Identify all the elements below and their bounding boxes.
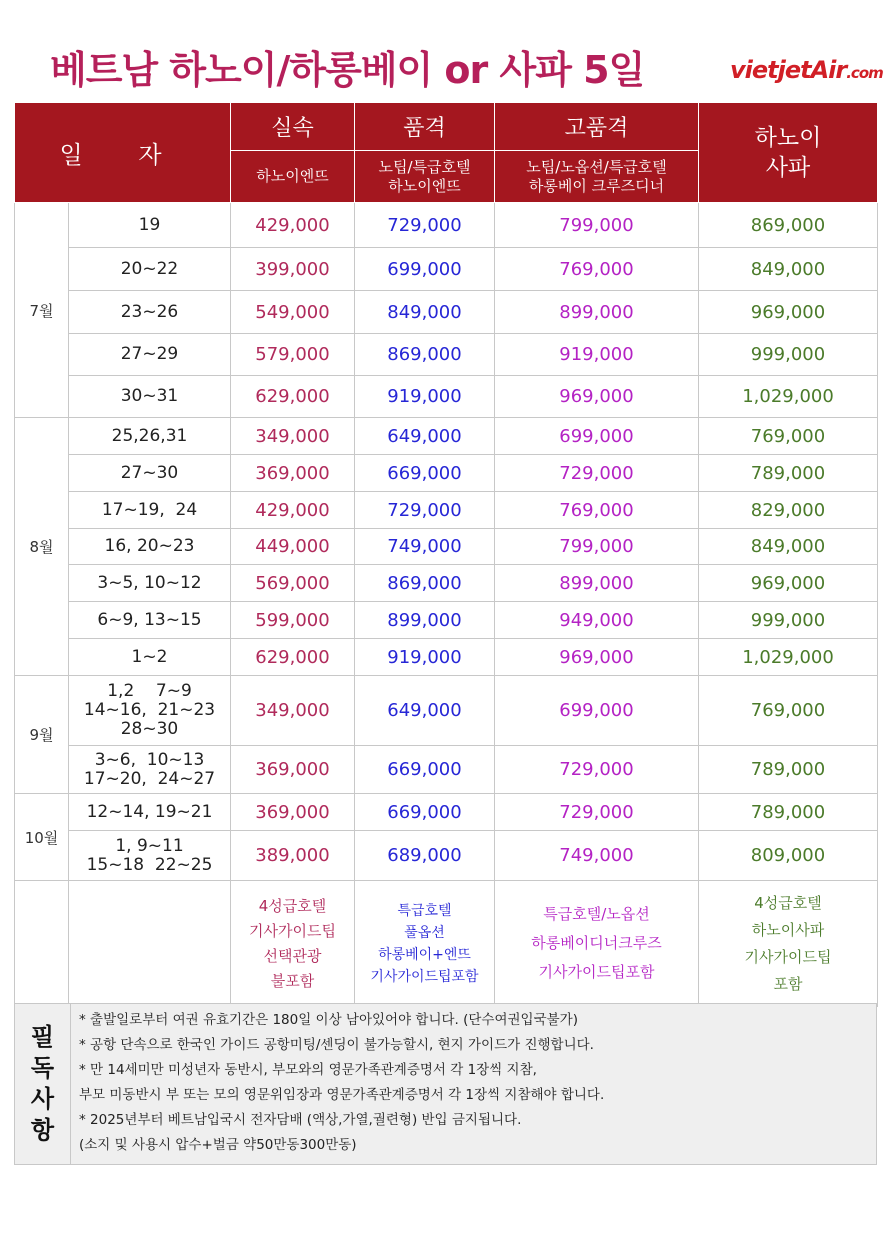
price-cell-2: 669,000 [355,455,495,492]
date-line: 3~6, 10~13 [94,749,205,770]
month-label: 7월 [15,203,69,418]
price-cell-1: 429,000 [231,492,355,529]
price-cell-3: 769,000 [495,492,699,529]
must-read-box [14,1003,877,1165]
header-c1-sub: 하노이엔뜨 [231,151,355,203]
price-cell-3: 899,000 [495,291,699,334]
table-row [15,455,878,492]
table-row [15,418,878,455]
price-table [14,102,878,1007]
date-cell [69,334,231,376]
date-cell [69,248,231,291]
date-cell [69,639,231,676]
inclusion-line: 풀옵션 [404,924,445,941]
inclusion-line: 기사가이드팁포함 [538,963,655,981]
date-line: 25,26,31 [111,425,188,446]
must-read-line: * 만 14세미만 미성년자 동반시, 부모와의 영문가족관계증명서 각 1장씩 지참, [79,1062,537,1078]
date-line: 14~16, 21~23 [83,700,216,720]
date-line: 16, 20~23 [104,536,195,556]
price-cell-3: 699,000 [495,676,699,746]
inclusion-line: 불포함 [270,971,315,990]
price-cell-1: 599,000 [231,602,355,639]
price-cell-2: 689,000 [355,831,495,881]
price-cell-2: 919,000 [355,376,495,418]
header-day: 일 자 [15,103,231,203]
date-cell [69,376,231,418]
price-cell-4: 769,000 [699,418,878,455]
price-cell-4: 829,000 [699,492,878,529]
date-cell [69,794,231,831]
price-cell-3: 919,000 [495,334,699,376]
inclusion-line: 특급호텔 [397,902,452,919]
price-cell-1: 389,000 [231,831,355,881]
table-row [15,248,878,291]
price-cell-1: 449,000 [231,529,355,565]
table-row [15,492,878,529]
month-label: 10월 [15,794,69,881]
header-c4-line2: 사파 [765,154,811,181]
price-cell-3: 729,000 [495,794,699,831]
price-cell-4: 849,000 [699,248,878,291]
date-line: 12~14, 19~21 [86,801,213,822]
inclusion-cell-4 [699,881,878,1007]
date-cell [69,418,231,455]
table-row [15,203,878,248]
price-cell-1: 579,000 [231,334,355,376]
price-cell-2: 669,000 [355,746,495,794]
table-row [15,529,878,565]
price-cell-4: 809,000 [699,831,878,881]
date-line: 30~31 [120,386,179,406]
date-cell [69,529,231,565]
logo-main: vietjetAir [730,56,847,84]
table-row [15,376,878,418]
date-line: 15~18 22~25 [86,854,213,875]
price-cell-2: 729,000 [355,492,495,529]
price-table-body [15,203,878,1007]
date-line: 17~20, 24~27 [83,768,216,789]
date-line: 27~29 [120,344,179,364]
price-cell-4: 999,000 [699,334,878,376]
header-c2-sub [355,151,495,203]
inclusion-line: 특급호텔/노옵션 [543,905,650,923]
vietjet-logo [730,50,883,93]
date-cell [69,746,231,794]
price-cell-1: 349,000 [231,676,355,746]
header-c3-top: 고품격 [495,103,699,151]
table-row [15,565,878,602]
price-cell-3: 799,000 [495,529,699,565]
price-cell-3: 699,000 [495,418,699,455]
must-read-lines [79,1008,869,1158]
empty-cell [15,881,69,1007]
date-line: 1, 9~11 [115,835,184,856]
price-cell-1: 569,000 [231,565,355,602]
price-cell-1: 429,000 [231,203,355,248]
price-cell-2: 669,000 [355,794,495,831]
inclusion-line: 하롱베이디너크루즈 [531,934,662,952]
price-cell-1: 549,000 [231,291,355,334]
date-cell [69,203,231,248]
price-cell-2: 649,000 [355,676,495,746]
price-cell-4: 999,000 [699,602,878,639]
date-cell [69,565,231,602]
price-cell-2: 699,000 [355,248,495,291]
table-row [15,794,878,831]
price-cell-4: 789,000 [699,746,878,794]
price-cell-1: 349,000 [231,418,355,455]
price-cell-1: 399,000 [231,248,355,291]
price-cell-3: 749,000 [495,831,699,881]
price-cell-2: 649,000 [355,418,495,455]
month-label: 9월 [15,676,69,794]
must-read-line: * 출발일로부터 여권 유효기간은 180일 이상 남아있어야 합니다. (단수여권입국불가) [79,1012,578,1028]
table-row [15,291,878,334]
price-cell-3: 969,000 [495,639,699,676]
header-c2-top: 품격 [355,103,495,151]
inclusion-line: 4성급호텔 [258,896,327,915]
table-row [15,676,878,746]
price-cell-1: 629,000 [231,639,355,676]
title-bar [0,40,891,100]
inclusion-line: 하노이사파 [751,920,825,939]
header-c2-sub-line1: 노팁/특급호텔 [378,157,471,176]
price-cell-2: 729,000 [355,203,495,248]
date-line: 3~5, 10~12 [97,572,202,593]
inclusion-line: 선택관광 [263,946,322,965]
date-cell [69,831,231,881]
table-row [15,746,878,794]
inclusion-line: 기사가이드팁 [249,921,336,940]
inclusion-cell-1 [231,881,355,1007]
price-cell-4: 849,000 [699,529,878,565]
inclusion-cell-3 [495,881,699,1007]
inclusion-line: 하롱베이+엔뜨 [378,946,471,963]
price-cell-1: 369,000 [231,794,355,831]
date-line: 6~9, 13~15 [97,609,202,630]
price-cell-3: 729,000 [495,455,699,492]
inclusions-row [15,881,878,1007]
inclusion-line: 포함 [773,974,803,993]
price-cell-2: 899,000 [355,602,495,639]
price-cell-4: 1,029,000 [699,639,878,676]
price-cell-1: 369,000 [231,746,355,794]
must-read-label-char: 사 [30,1085,55,1113]
date-line: 1,2 7~9 [107,681,192,701]
date-cell [69,492,231,529]
price-cell-3: 729,000 [495,746,699,794]
date-line: 19 [138,214,161,235]
price-cell-3: 799,000 [495,203,699,248]
header-c3-sub [495,151,699,203]
empty-cell [69,881,231,1007]
inclusion-line: 기사가이드팁 [744,947,832,966]
price-cell-2: 919,000 [355,639,495,676]
table-row [15,831,878,881]
table-row [15,334,878,376]
price-cell-3: 969,000 [495,376,699,418]
price-cell-4: 869,000 [699,203,878,248]
price-cell-2: 749,000 [355,529,495,565]
must-read-label-char: 항 [30,1116,55,1144]
price-cell-4: 789,000 [699,455,878,492]
must-read-label-char: 독 [30,1054,55,1082]
inclusion-cell-2 [355,881,495,1007]
date-line: 1~2 [131,646,168,667]
header-c4-line1: 하노이 [754,124,822,151]
date-cell [69,676,231,746]
price-cell-3: 769,000 [495,248,699,291]
must-read-label-char: 필 [30,1023,55,1051]
date-cell [69,291,231,334]
must-read-line: (소지 및 사용시 압수+벌금 약50만동300만동) [79,1137,357,1153]
price-cell-1: 629,000 [231,376,355,418]
must-read-label [15,1004,71,1164]
page-title: 베트남 하노이/하롱베이 or 사파 5일 [50,48,645,92]
price-cell-2: 869,000 [355,565,495,602]
price-cell-4: 769,000 [699,676,878,746]
header-c1-top: 실속 [231,103,355,151]
inclusion-line: 기사가이드팁포함 [370,968,479,985]
price-cell-3: 899,000 [495,565,699,602]
table-row [15,602,878,639]
date-line: 23~26 [120,301,179,322]
must-read-line: * 공항 단속으로 한국인 가이드 공항미팅/센딩이 불가능할시, 현지 가이드가 진행합니다. [79,1037,594,1053]
table-row [15,639,878,676]
header-c3-sub-line1: 노팁/노옵션/특급호텔 [526,157,667,176]
date-line: 20~22 [120,258,179,279]
date-line: 27~30 [120,462,179,483]
must-read-line: * 2025년부터 베트남입국시 전자담배 (액상,가열,궐련형) 반입 금지됩니다. [79,1112,522,1128]
price-cell-4: 969,000 [699,291,878,334]
header-c2-sub-line2: 하노이엔뜨 [388,176,461,195]
price-cell-4: 1,029,000 [699,376,878,418]
month-label: 8월 [15,418,69,676]
price-cell-4: 969,000 [699,565,878,602]
price-cell-1: 369,000 [231,455,355,492]
must-read-line: 부모 미동반시 부 또는 모의 영문위임장과 영문가족관계증명서 각 1장씩 지참해야 합니다. [79,1087,605,1103]
date-line: 17~19, 24 [101,499,198,520]
price-cell-4: 789,000 [699,794,878,831]
date-cell [69,602,231,639]
price-cell-2: 869,000 [355,334,495,376]
header-c4 [699,103,878,203]
date-line: 28~30 [120,719,179,739]
logo-suffix: .com [846,64,883,82]
header-c3-sub-line2: 하롱베이 크루즈디너 [528,176,665,195]
inclusion-line: 4성급호텔 [754,893,822,912]
price-cell-2: 849,000 [355,291,495,334]
date-cell [69,455,231,492]
price-cell-3: 949,000 [495,602,699,639]
